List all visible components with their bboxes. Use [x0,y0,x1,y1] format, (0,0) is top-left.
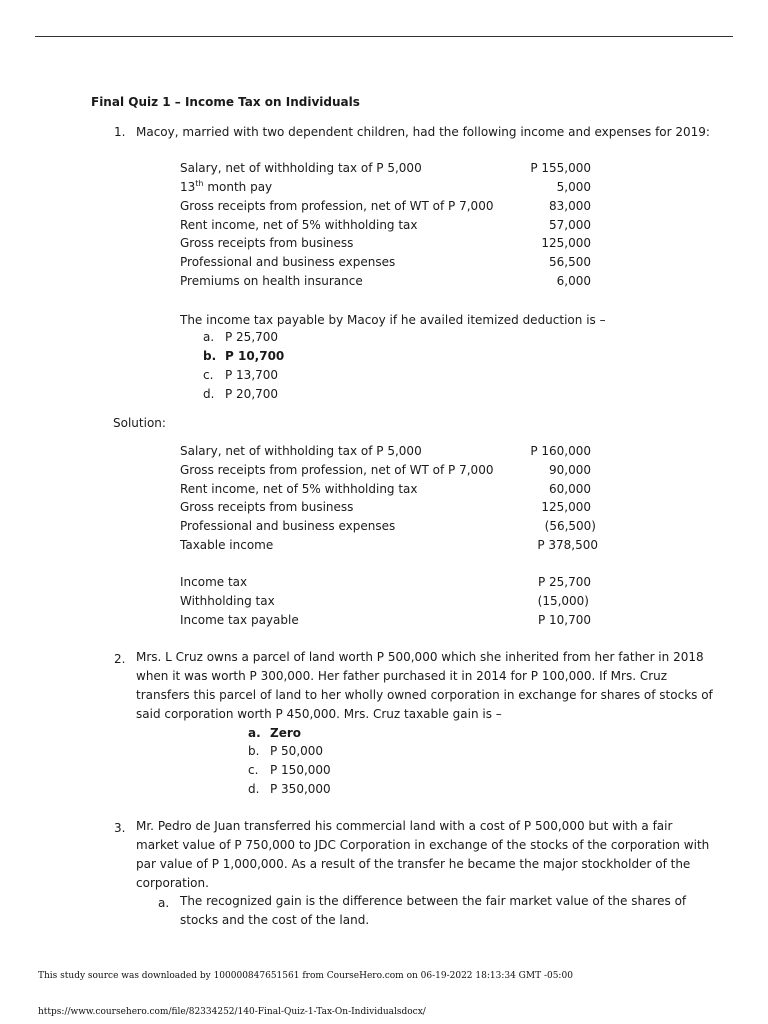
row-label: Professional and business expenses [180,255,396,269]
row-value: 6,000 [556,274,591,288]
row-label: Income tax [180,575,248,589]
table-row [180,159,600,178]
row-label: Rent income, net of 5% withholding tax [180,482,418,496]
question-1-number: 1. [114,125,126,139]
download-source-notice: This study source was downloaded by 100000847651561 from CourseHero.com on 06-19-2022 18:13:34 GMT -05:00 [38,971,573,981]
row-label: Rent income, net of 5% withholding tax [180,218,418,232]
row-label: Withholding tax [180,594,275,608]
row-label: Income tax payable [180,613,299,627]
table-row [180,197,600,216]
table-row [180,480,600,499]
row-value: P 25,700 [537,575,591,589]
row-value: 60,000 [549,482,591,496]
page-title: Final Quiz 1 – Income Tax on Individuals [91,95,360,109]
solution-label: Solution: [113,416,166,430]
question-2-option-b: b. P 50,000 [248,744,324,758]
question-1-option-d: d. P 20,700 [203,387,279,401]
row-label: Gross receipts from profession, net of WT of P 7,000 [180,199,494,213]
row-value: 57,000 [549,218,591,232]
row-value: 90,000 [549,463,591,477]
question-1-option-c: c. P 13,700 [203,368,279,382]
table-row [180,442,600,461]
table-row [180,216,600,235]
question-1-prompt: The income tax payable by Macoy if he availed itemized deduction is – [180,313,606,327]
table-row [180,517,600,536]
row-value: 5,000 [556,180,591,194]
row-value: P 160,000 [530,444,591,458]
row-label: Gross receipts from profession, net of WT of P 7,000 [180,463,494,477]
row-label: 13th month pay [180,179,273,194]
row-value: 125,000 [541,236,591,250]
row-label: Salary, net of withholding tax of P 5,000 [180,161,422,175]
row-value: P 10,700 [537,613,591,627]
question-3-number: 3. [114,821,126,835]
row-label: Professional and business expenses [180,519,396,533]
table-row [180,498,600,517]
table-row [180,461,600,480]
table-row [180,536,600,555]
question-2-number: 2. [114,652,126,666]
row-value: 83,000 [549,199,591,213]
table-row [180,573,600,592]
question-1-option-a: a. P 25,700 [203,330,279,344]
table-row [180,272,600,291]
row-value: 56,500 [549,255,591,269]
table-row [180,234,600,253]
table-row [180,592,600,611]
row-value: (56,500) [544,519,596,533]
row-label: Salary, net of withholding tax of P 5,000 [180,444,422,458]
row-label: Gross receipts from business [180,236,354,250]
question-1-text: Macoy, married with two dependent children, had the following income and expenses for 2019: [136,125,710,139]
table-row [180,253,600,272]
question-3-option-a-letter: a. [158,896,170,910]
question-3-option-a-text: The recognized gain is the difference between the fair market value of the shares of stocks and the cost of the land. [180,894,687,927]
row-label: Premiums on health insurance [180,274,363,288]
question-2-option-d: d. P 350,000 [248,782,331,796]
page-top-rule [35,36,733,37]
row-label: Taxable income [180,538,274,552]
question-3-text: Mr. Pedro de Juan transferred his commercial land with a cost of P 500,000 but with a fair market value of P 750,000 to JDC Corporation in exchange of the stocks of the corporation with par value of P 1,000,000. As a result of the transfer he became the major stockholder of the corporation. [136,819,710,890]
question-1-option-b-answer: b. P 10,700 [203,349,285,363]
row-value: 125,000 [541,500,591,514]
question-2-option-a-answer: a. Zero [248,726,302,740]
row-value: P 378,500 [537,538,598,552]
question-2-text: Mrs. L Cruz owns a parcel of land worth P 500,000 which she inherited from her father in 2018 when it was worth P 300,000. Her father purchased it in 2014 for P 100,000. If Mrs. Cruz transfers this parcel of land to her wholly owned corporation in exchange for shares of stocks of said corporation worth P 450,000. Mrs. Cruz taxable gain is – [136,650,713,721]
table-row [180,611,600,630]
row-value: P 155,000 [530,161,591,175]
question-2-option-c: c. P 150,000 [248,763,331,777]
source-url-link[interactable]: https://www.coursehero.com/file/82334252/140-Final-Quiz-1-Tax-On-Individualsdocx/ [38,1007,426,1017]
table-row [180,178,600,197]
row-label: Gross receipts from business [180,500,354,514]
row-value: (15,000) [537,594,589,608]
